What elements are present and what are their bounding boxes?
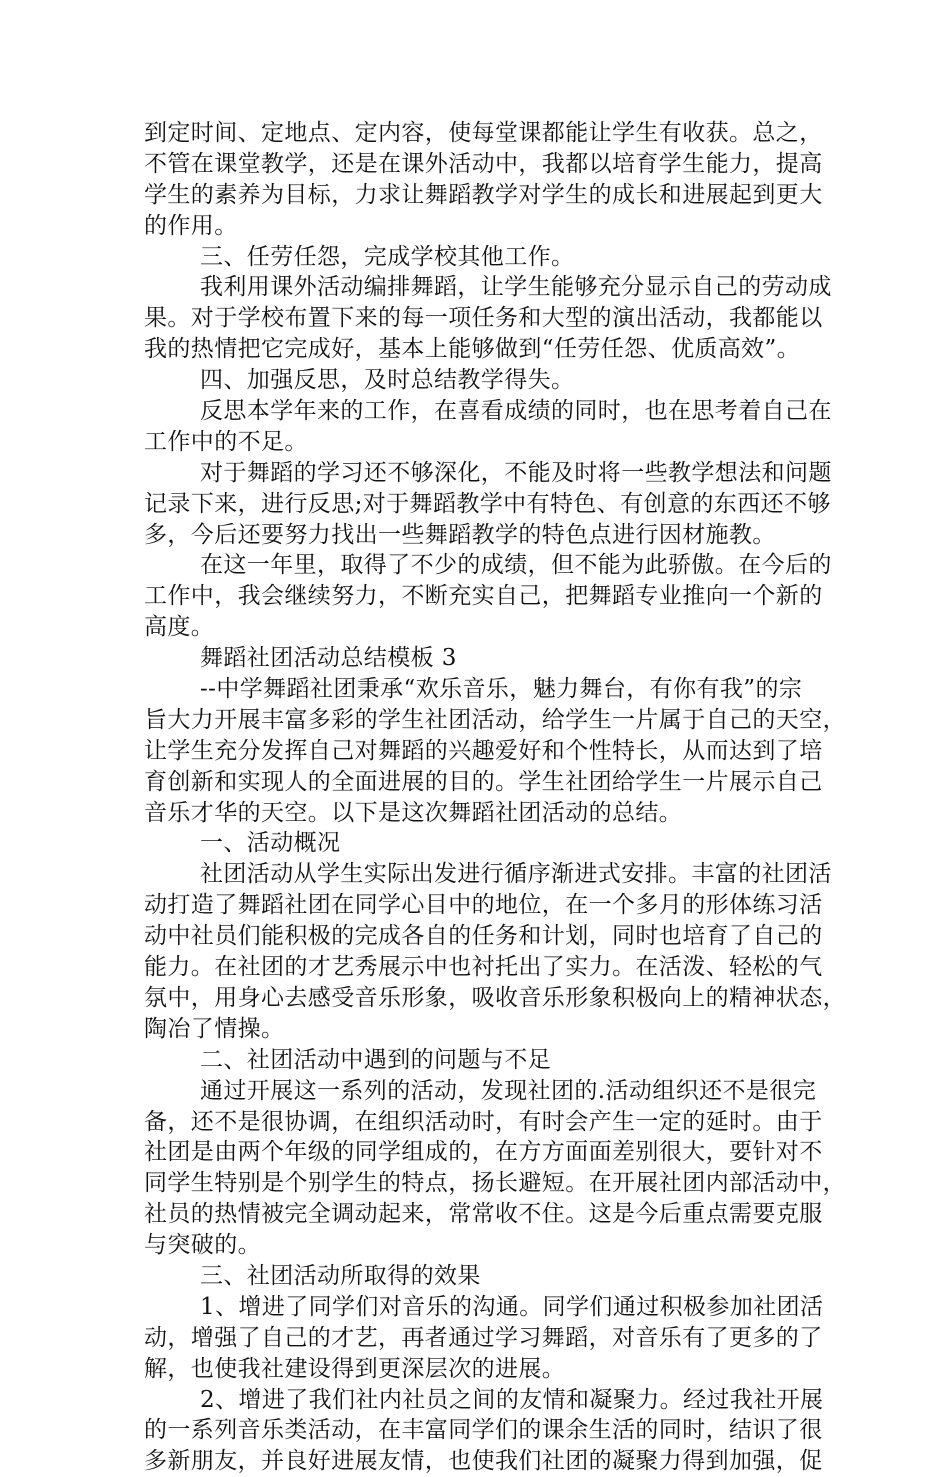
text-line: 解，也使我社建设得到更深层次的进展。 xyxy=(144,1355,566,1382)
text-line: 能力。在社团的才艺秀展示中也衬托出了实力。在活泼、轻松的气 xyxy=(144,954,823,981)
text-line: 不管在课堂教学，还是在课外活动中，我都以培育学生能力，提高 xyxy=(144,150,823,177)
text-line: 通过开展这一系列的活动，发现社团的.活动组织还不是很完 xyxy=(200,1077,817,1104)
text-line: 高度。 xyxy=(144,614,215,641)
text-line: 动中社员们能积极的完成各自的任务和计划，同时也培育了自己的 xyxy=(144,923,823,950)
text-line: 工作中的不足。 xyxy=(144,428,308,455)
text-line: 2、增进了我们社内社员之间的友情和凝聚力。经过我社开展 xyxy=(200,1386,824,1413)
text-line: 的作用。 xyxy=(144,212,238,239)
section-heading: 四、加强反思，及时总结教学得失。 xyxy=(200,367,575,394)
section-heading: 二、社团活动中遇到的问题与不足 xyxy=(200,1046,551,1073)
text-line: 陶冶了情操。 xyxy=(144,1015,285,1042)
text-line: 学生的素养为目标，力求让舞蹈教学对学生的成长和进展起到更大 xyxy=(144,181,823,208)
text-line: 动，增强了自己的才艺，再者通过学习舞蹈，对音乐有了更多的了 xyxy=(144,1324,823,1351)
text-line: 育创新和实现人的全面进展的目的。学生社团给学生一片展示自己 xyxy=(144,768,823,795)
text-line: 多，今后还要努力找出一些舞蹈教学的特色点进行因材施教。 xyxy=(144,521,776,548)
text-line: 1、增进了同学们对音乐的沟通。同学们通过积极参加社团活 xyxy=(200,1293,824,1320)
section-heading: 三、任劳任怨，完成学校其他工作。 xyxy=(200,243,575,270)
document-page xyxy=(144,118,846,1477)
text-line: 在这一年里，取得了不少的成绩，但不能为此骄傲。在今后的 xyxy=(200,552,832,579)
text-line: 旨大力开展丰富多彩的学生社团活动，给学生一片属于自己的天空， xyxy=(144,706,846,733)
text-line: 工作中，我会继续努力，不断充实自己，把舞蹈专业推向一个新的 xyxy=(144,583,823,610)
text-line: 动打造了舞蹈社团在同学心目中的地位，在一个多月的形体练习活 xyxy=(144,892,823,919)
text-line: 氛中，用身心去感受音乐形象，吸收音乐形象积极向上的精神状态， xyxy=(144,984,846,1011)
text-line: 记录下来，进行反思;对于舞蹈教学中有特色、有创意的东西还不够 xyxy=(144,490,831,517)
text-line: 社员的热情被完全调动起来，常常收不住。这是今后重点需要克服 xyxy=(144,1201,823,1228)
text-line: 的一系列音乐类活动，在丰富同学们的课余生活的同时，结识了很 xyxy=(144,1417,823,1444)
text-line: 让学生充分发挥自己对舞蹈的兴趣爱好和个性特长，从而达到了培 xyxy=(144,737,823,764)
text-line: 多新朋友，并良好进展友情，也使我们社团的凝聚力得到加强，促 xyxy=(144,1448,823,1475)
document-title: 舞蹈社团活动总结模板 3 xyxy=(200,645,457,672)
text-line: 我利用课外活动编排舞蹈，让学生能够充分显示自己的劳动成 xyxy=(200,274,832,301)
text-line: 我的热情把它完成好，基本上能够做到“任劳任怨、优质高效”。 xyxy=(144,336,801,363)
text-line: 社团活动从学生实际出发进行循序渐进式安排。丰富的社团活 xyxy=(200,861,832,888)
text-line: 社团是由两个年级的同学组成的，在方方面面差别很大，要针对不 xyxy=(144,1139,823,1166)
text-line: 与突破的。 xyxy=(144,1232,261,1259)
text-line: 反思本学年来的工作，在喜看成绩的同时，也在思考着自己在 xyxy=(200,398,832,425)
text-line: 果。对于学校布置下来的每一项任务和大型的演出活动，我都能以 xyxy=(144,305,823,332)
section-heading: 一、活动概况 xyxy=(200,830,341,857)
text-line: --中学舞蹈社团秉承“欢乐音乐，魅力舞台，有你有我”的宗 xyxy=(200,676,803,703)
text-line: 同学生特别是个别学生的特点，扬长避短。在开展社团内部活动中， xyxy=(144,1170,846,1197)
section-heading: 三、社团活动所取得的效果 xyxy=(200,1262,481,1289)
text-line: 音乐才华的天空。以下是这次舞蹈社团活动的总结。 xyxy=(144,799,683,826)
text-line: 对于舞蹈的学习还不够深化，不能及时将一些教学想法和问题 xyxy=(200,459,832,486)
text-line: 备，还不是很协调，在组织活动时，有时会产生一定的延时。由于 xyxy=(144,1108,823,1135)
text-line: 到定时间、定地点、定内容，使每堂课都能让学生有收获。总之， xyxy=(144,120,823,146)
